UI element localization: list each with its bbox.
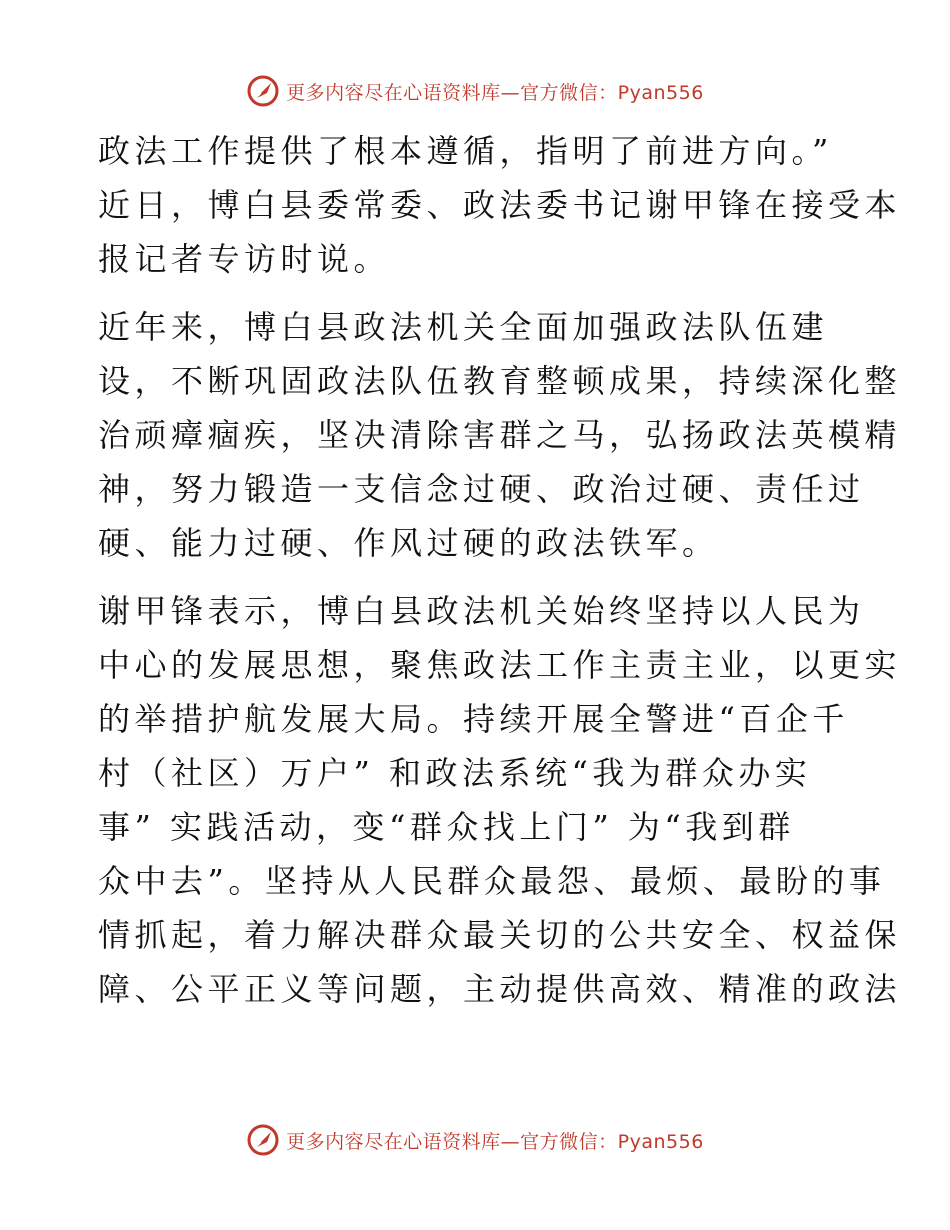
text-line: 设，不断巩固政法队伍教育整顿成果，持续深化整 [98, 362, 902, 400]
text-line: 近日，博白县委常委、政法委书记谢甲锋在接受本 [98, 186, 902, 224]
article-body [98, 124, 902, 1016]
paragraph-1 [98, 124, 902, 286]
quill-logo-icon [246, 74, 280, 108]
paragraph-3 [98, 584, 902, 1016]
text-line: 谢甲锋表示，博白县政法机关始终坚持以人民为 [98, 592, 865, 630]
text-line: 政法工作提供了根本遵循，指明了前进方向。” [98, 132, 833, 170]
watermark-group [246, 74, 704, 108]
footer-watermark [0, 1120, 950, 1160]
text-line: 中心的发展思想，聚焦政法工作主责主业，以更实 [98, 646, 902, 684]
text-line: 报记者专访时说。 [98, 240, 391, 278]
text-line: 事” 实践活动，变“群众找上门” 为“我到群 [98, 808, 795, 846]
watermark-group [246, 1123, 704, 1157]
paragraph-2 [98, 300, 902, 570]
text-line: 近年来，博白县政法机关全面加强政法队伍建 [98, 308, 829, 346]
text-line: 治顽瘴痼疾，坚决清除害群之马，弘扬政法英模精 [98, 416, 902, 454]
text-line: 众中去”。坚持从人民群众最怨、最烦、最盼的事 [98, 862, 886, 900]
header-watermark [0, 71, 950, 111]
text-line: 障、公平正义等问题，主动提供高效、精准的政法 [98, 970, 902, 1008]
text-line: 神，努力锻造一支信念过硬、政治过硬、责任过 [98, 470, 865, 508]
watermark-text: 更多内容尽在心语资料库—官方微信：Pyan556 [286, 1130, 704, 1153]
text-line: 的举措护航发展大局。持续开展全警进“百企千 [98, 700, 849, 738]
text-line: 情抓起，着力解决群众最关切的公共安全、权益保 [98, 916, 902, 954]
text-line: 村（社区）万户” 和政法系统“我为群众办实 [98, 754, 812, 792]
text-line: 硬、能力过硬、作风过硬的政法铁军。 [98, 524, 719, 562]
watermark-text: 更多内容尽在心语资料库—官方微信：Pyan556 [286, 81, 704, 104]
quill-logo-icon [246, 1123, 280, 1157]
